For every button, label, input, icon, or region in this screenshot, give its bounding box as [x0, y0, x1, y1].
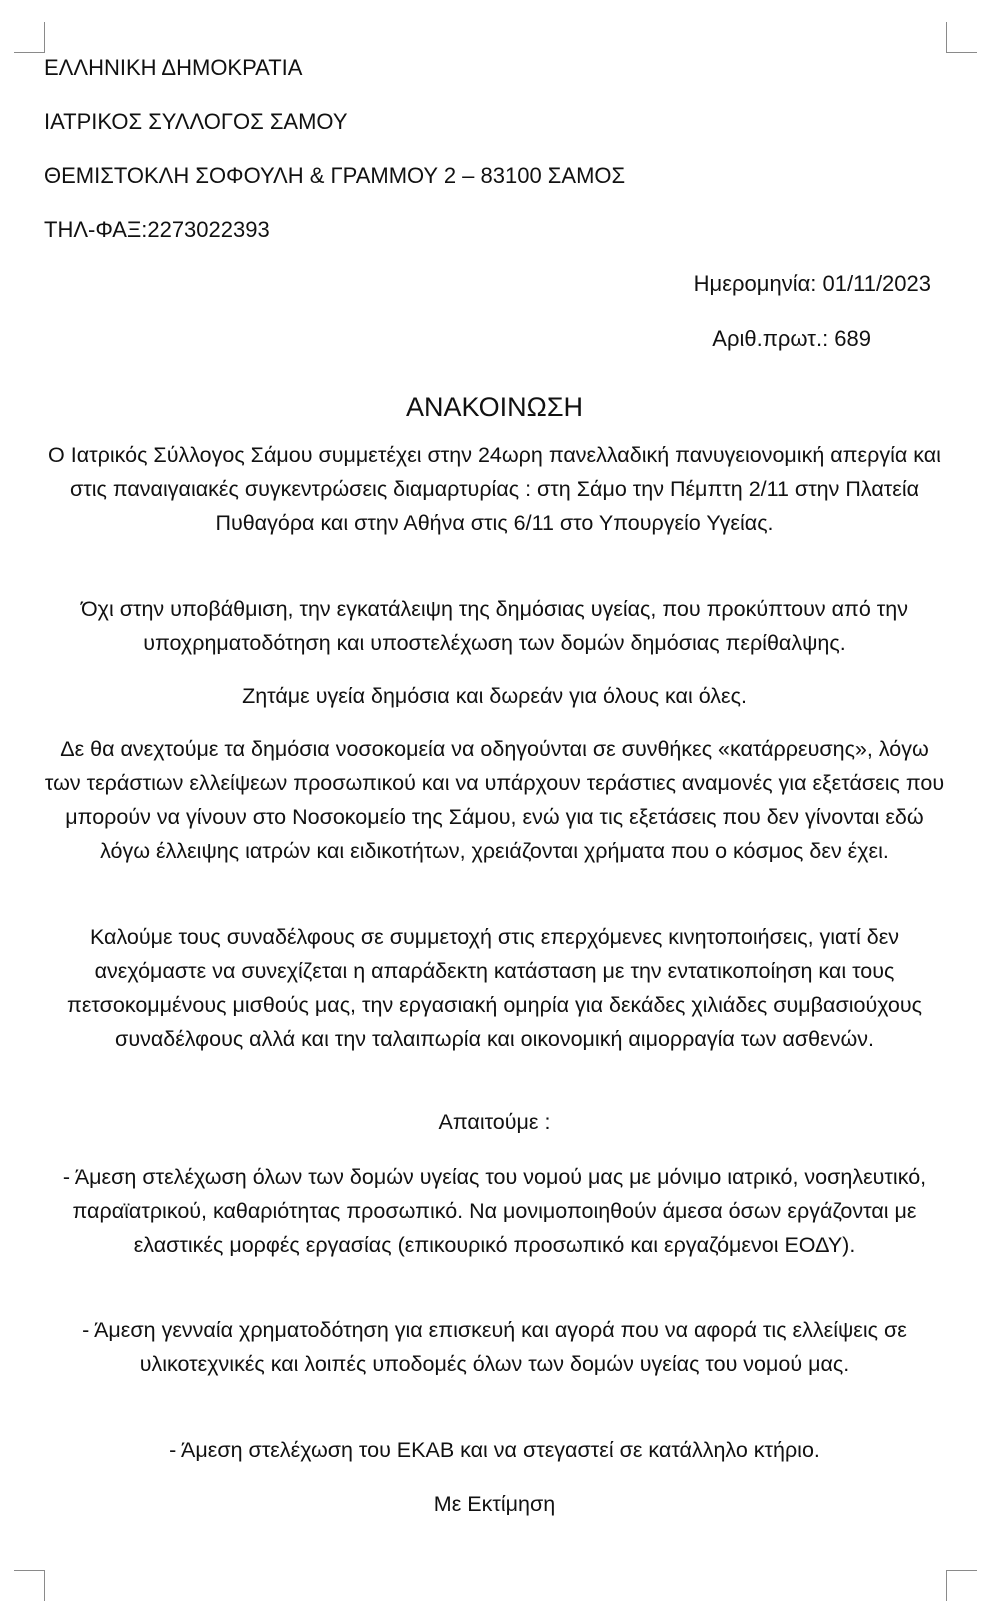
- header-phone: ΤΗΛ-ΦΑΞ:2273022393: [44, 217, 270, 242]
- paragraph-strike-participation: Ο Ιατρικός Σύλλογος Σάμου συμμετέχει στην 24ωρη πανελλαδική πανυγειονομική απεργία και στις παναιγαιακές συγκεντρώσεις διαμαρτυρίας : στη Σάμο την Πέμπτη 2/11 στην Πλατεία Πυθαγόρα και στην Αθήνα στις 6/11 στο Υπουργείο Υγείας.: [48, 443, 941, 535]
- paragraph-demands-heading: Απαιτούμε :: [438, 1110, 551, 1134]
- header-country: ΕΛΛΗΝΙΚΗ ΔΗΜΟΚΡΑΤΙΑ: [44, 55, 303, 80]
- announcement-title: ΑΝΑΚΟΙΝΩΣΗ: [405, 392, 584, 422]
- demand-staffing: - Άμεση στελέχωση όλων των δομών υγείας του νομού μας με μόνιμο ιατρικό, νοσηλευτικό, παραϊατρικού, καθαριότητας προσωπικό. Να μονιμοποιηθούν άμεσα όσων εργάζονται με ελαστικές μορφές εργασίας (επικουρικό προσωπικό και εργαζόμενοι ΕΟΔΥ).: [62, 1165, 927, 1257]
- page-corner-mark-top-right: [946, 22, 977, 53]
- demand-ekab: - Άμεση στελέχωση του ΕΚΑΒ και να στεγαστεί σε κατάλληλο κτήριο.: [169, 1438, 820, 1462]
- document-date: Ημερομηνία: 01/11/2023: [693, 271, 931, 296]
- closing-salutation: Με Εκτίμηση: [433, 1492, 556, 1516]
- paragraph-public-health: Όχι στην υποβάθμιση, την εγκατάλειψη της δημόσιας υγείας, που προκύπτουν από την υποχρηματοδότηση και υποστελέχωση των δομών δημόσιας περίθαλψης.: [81, 597, 908, 655]
- paragraph-call-to-colleagues: Καλούμε τους συναδέλφους σε συμμετοχή στις επερχόμενες κινητοποιήσεις, γιατί δεν ανεχόμαστε να συνεχίζεται η απαράδεκτη κατάσταση με την εντατικοποίηση και τους πετσοκομμένους μισθούς μας, την εργασιακή ομηρία για δεκάδες χιλιάδες συμβασιούχους συναδέλφους αλλά και την ταλαιπωρία και οικονομική αιμορραγία των ασθενών.: [67, 925, 922, 1051]
- paragraph-free-health: Ζητάμε υγεία δημόσια και δωρεάν για όλους και όλες.: [242, 684, 747, 708]
- header-address: ΘΕΜΙΣΤΟΚΛΗ ΣΟΦΟΥΛΗ & ΓΡΑΜΜΟΥ 2 – 83100 ΣΑΜΟΣ: [44, 163, 626, 188]
- page-corner-mark-bottom-right: [946, 1570, 977, 1601]
- protocol-number: Αριθ.πρωτ.: 689: [712, 326, 871, 351]
- demand-funding: - Άμεση γενναία χρηματοδότηση για επισκευή και αγορά που να αφορά τις ελλείψεις σε υλικοτεχνικές και λοιπές υποδομές όλων των δομών υγείας του νομού μας.: [82, 1318, 907, 1376]
- page-corner-mark-bottom-left: [14, 1570, 45, 1601]
- page-corner-mark-top-left: [14, 22, 45, 53]
- header-organization: ΙΑΤΡΙΚΟΣ ΣΥΛΛΟΓΟΣ ΣΑΜΟΥ: [44, 109, 348, 134]
- paragraph-hospitals: Δε θα ανεχτούμε τα δημόσια νοσοκομεία να οδηγούνται σε συνθήκες «κατάρρευσης», λόγω των τεράστιων ελλείψεων προσωπικού και να υπάρχουν τεράστιες αναμονές για εξετάσεις που μπορούν να γίνουν στο Νοσοκομείο της Σάμου, ενώ για τις εξετάσεις που δεν γίνονται εδώ λόγω έλλειψης ιατρών και ειδικοτήτων, χρειάζονται χρήματα που ο κόσμος δεν έχει.: [44, 737, 945, 863]
